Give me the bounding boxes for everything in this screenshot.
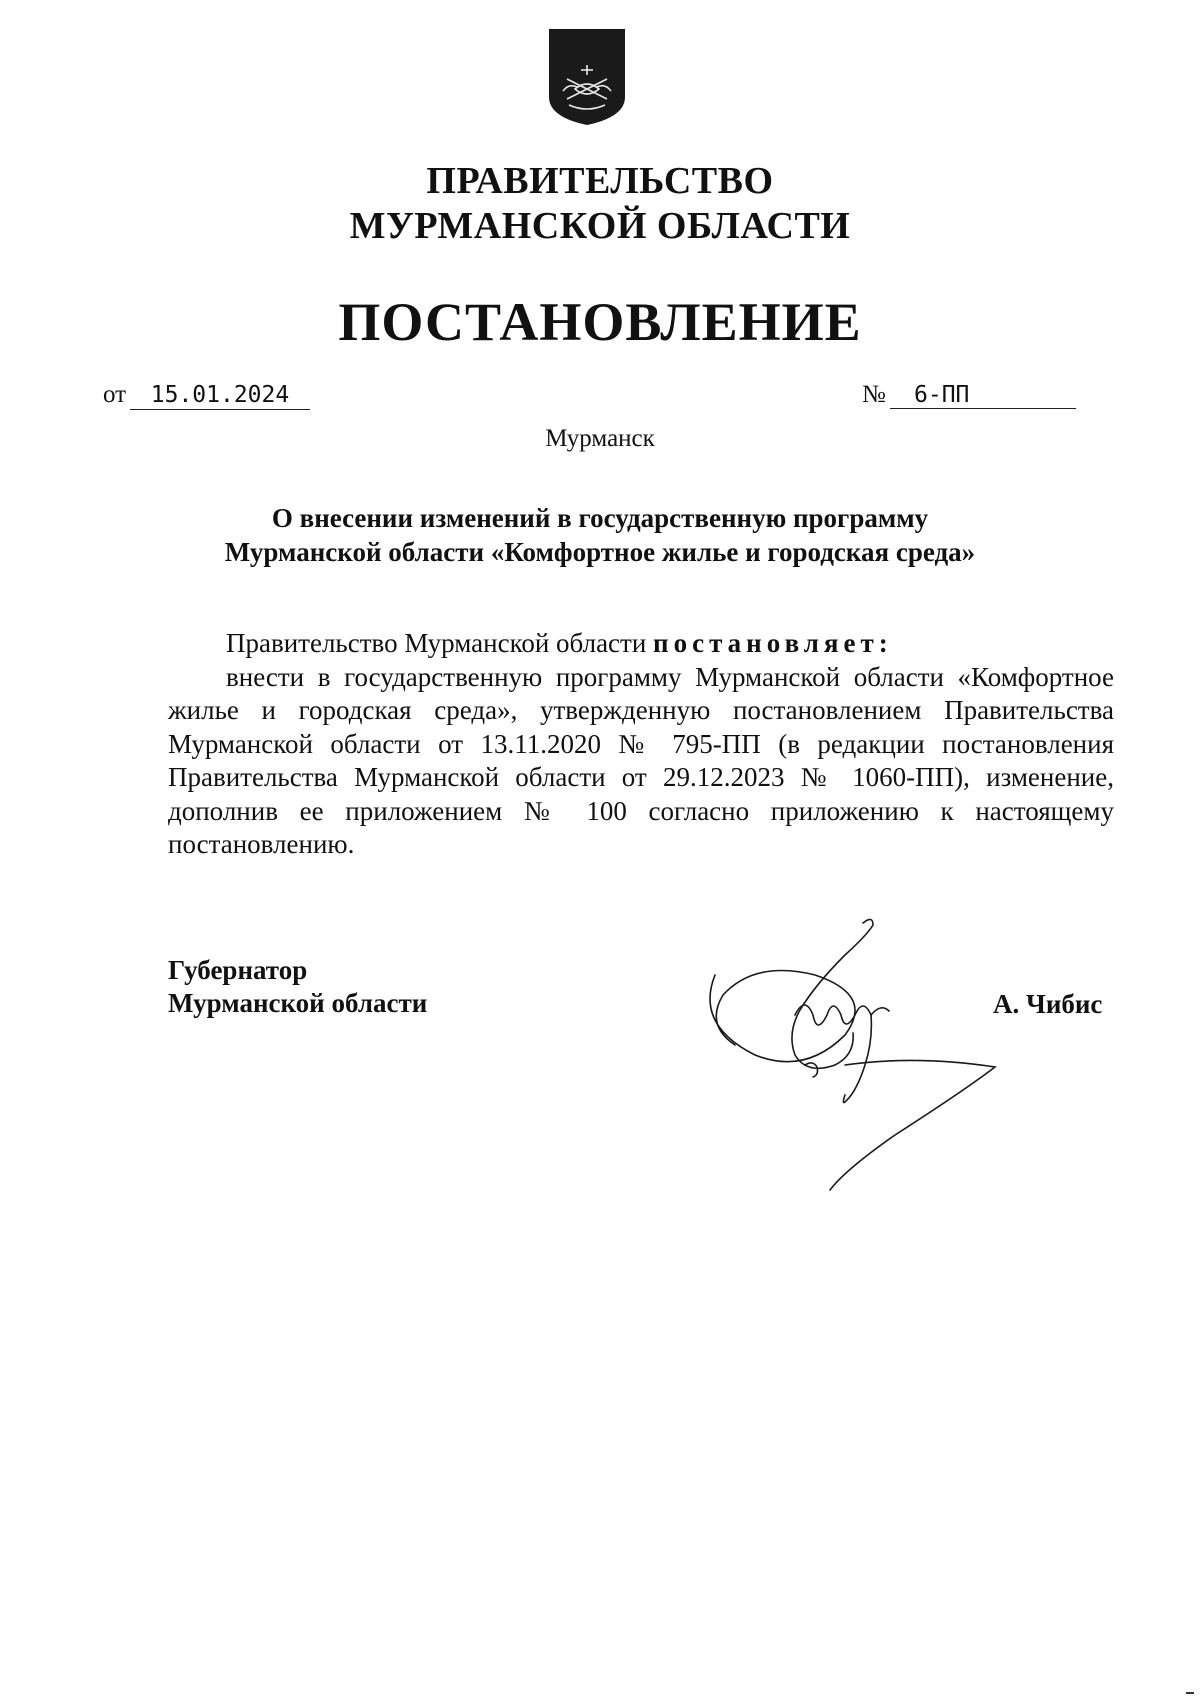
decree-paragraph: внести в государственную программу Мурманской области «Комфортное жилье и городская среда», утвержденную постановлением Правительства Мурманской области от 13.11.2020 № 795-ПП (в редакции постановления Правительства Мурманской области от 29.12.2023 № 1060-ПП), изменение, дополнив ее приложением № 100 согласно приложению к настоящему постановлению. [168,661,1114,859]
document-date: 15.01.2024 [130,380,310,410]
subject-line1: О внесении изменений в государственную программу [271,503,929,533]
signatory-title-line1: Губернатор [168,955,308,985]
scan-edge-mark [1186,1692,1194,1694]
handwritten-signature [695,915,1015,1195]
document-body [168,627,1114,862]
organization-name-line1: ПРАВИТЕЛЬСТВО [426,160,774,202]
signatory-title-line2: Мурманской области [168,988,428,1018]
signatory-title [168,954,427,1020]
city: Мурманск [545,425,655,452]
coat-of-arms-icon [545,27,629,127]
decree-word: постановляет: [653,628,893,658]
decree-intro-text: Правительство Мурманской области [226,628,647,658]
document-type-title: ПОСТАНОВЛЕНИЕ [338,292,862,352]
document-number: 6-ПП [890,380,1076,409]
number-prefix: № [862,381,886,408]
decree-intro [168,627,1114,661]
date-prefix: от [103,381,127,408]
organization-name-line2: МУРМАНСКОЙ ОБЛАСТИ [349,205,851,247]
document-subject [0,501,1200,569]
signatory-name: А. Чибис [993,989,1103,1019]
subject-line2: Мурманской области «Комфортное жилье и городская среда» [224,537,976,567]
